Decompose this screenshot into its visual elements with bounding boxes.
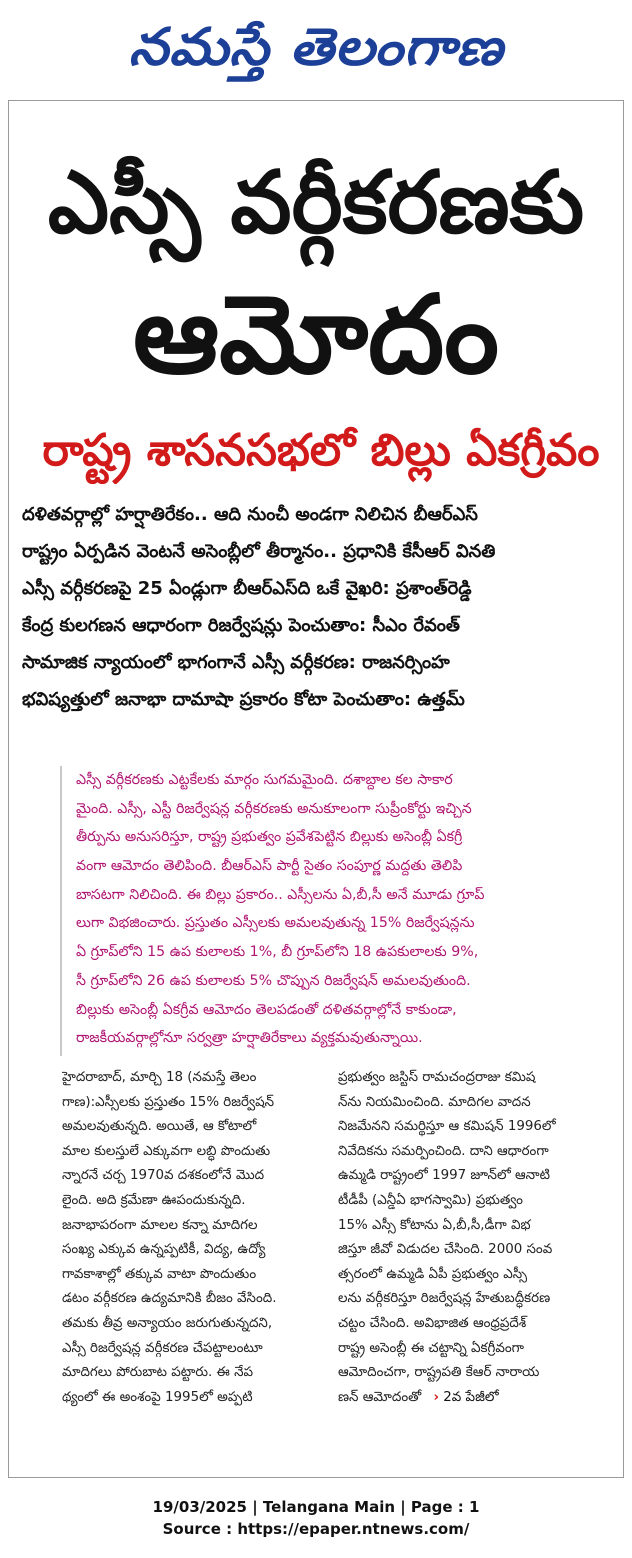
summary-line: ఏ గ్రూప్‌లోని 15 ఉప కులాలకు 1%, బీ గ్రూప్‌లోని 18 ఉపకులాలకు 9%,	[76, 944, 479, 961]
highlight-bullet: సామాజిక న్యాయంలో భాగంగానే ఎస్సీ వర్గీకరణ: రాజనర్సింహ	[22, 652, 450, 673]
body-line-last: ణన్ ఆమోదంతో	[338, 1389, 422, 1405]
body-line: తమకు తీవ్ర అన్యాయం జరుగుతున్నదని,	[62, 1315, 273, 1331]
body-line: 15% ఎస్సీ కోటాను ఏ,బీ,సీ,డీగా విభ	[338, 1217, 531, 1233]
newspaper-masthead	[0, 8, 632, 90]
continue-arrow-icon: ›	[433, 1389, 439, 1405]
summary-line: ఎస్సీ వర్గీకరణకు ఎట్టకేలకు మార్గం సుగమమైంది. దశాబ్దాల కల సాకార	[76, 772, 453, 788]
masthead-title: నమస్తే తెలంగాణ	[128, 16, 504, 78]
body-line: డటం వర్గీకరణ ఉద్యమానికి బీజం వేసింది.	[62, 1291, 277, 1307]
summary-line: బాసటగా నిలిచింది. ఈ బిల్లు ప్రకారం.. ఎస్సీలను ఏ,బీ,సీ అనే మూడు గ్రూప్	[76, 886, 485, 903]
article-summary	[60, 766, 616, 1056]
footer-source-link[interactable]: Source : https://epaper.ntnews.com/	[162, 1520, 470, 1538]
highlight-bullet: రాష్ట్రం ఏర్పడిన వెంటనే అసెంబ్లీలో తీర్మానం.. ప్రధానికి కేసీఆర్ వినతి	[22, 541, 496, 562]
body-line: జిస్తూ జీవో విడుదల చేసింది. 2000 సంవ	[338, 1242, 553, 1258]
body-column-left	[62, 1066, 334, 1466]
highlight-bullets	[22, 496, 626, 718]
body-column-right	[338, 1066, 620, 1466]
body-line: ఎస్సీ రిజర్వేషన్ల వర్గీకరణ చేపట్టాలంటూ	[62, 1340, 263, 1356]
body-line: ప్రభుత్వం జస్టిస్ రామచంద్రరాజు కమిష	[338, 1070, 536, 1085]
summary-line: లుగా విభజించారు. ప్రస్తుతం ఎస్సీలకు అమలవుతున్న 15% రిజర్వేషన్లను	[76, 915, 475, 932]
body-line: థ్యంలో ఈ అంశంపై 1995లో అప్పటి	[62, 1389, 253, 1405]
body-line: లను వర్గీకరిస్తూ రిజర్వేషన్ల హేతుబద్ధీకరణ	[338, 1291, 551, 1307]
body-line: నివేదికను సమర్పించింది. దాని ఆధారంగా	[338, 1143, 549, 1159]
body-line: నిజమేనని సమర్థిస్తూ ఆ కమిషన్ 1996లో	[338, 1119, 556, 1135]
continued-on-page-link[interactable]: 2వ పేజీలో	[443, 1389, 499, 1405]
highlight-bullet: దళితవర్గాల్లో హర్షాతిరేకం.. ఆది నుంచీ అండగా నిలిచిన బీఆర్ఎస్	[22, 504, 478, 525]
body-line: త్సరంలో ఉమ్మడి ఏపీ ప్రభుత్వం ఎస్సీ	[338, 1266, 527, 1282]
body-line: సంఖ్య ఎక్కువ ఉన్నప్పటికీ, విద్య, ఉద్యో	[62, 1242, 266, 1258]
body-line: మాదిగలు పోరుబాట పట్టారు. ఈ నేప	[62, 1365, 253, 1381]
body-line: టీడీపీ (ఎన్డీఏ భాగస్వామి) ప్రభుత్వం	[338, 1192, 523, 1208]
headline-line-1: ఎస్సీ వర్గీకరణకు	[47, 153, 585, 253]
summary-line: సీ గ్రూప్‌లోని 26 ఉప కులాలకు 5% చొప్పున రిజర్వేషన్ అమలవుతుంది.	[76, 972, 471, 989]
summary-line: బిల్లుకు అసెంబ్లీ ఏకగ్రీవ ఆమోదం తెలపడంతో దళితవర్గాల్లోనే కాకుండా,	[76, 1001, 457, 1018]
summary-line: రాజకీయవర్గాల్లోనూ సర్వత్రా హర్షాతిరేకాలు వ్యక్తమవుతున్నాయి.	[76, 1030, 423, 1047]
body-line: హైదరాబాద్, మార్చి 18 (నమస్తే తెలం	[62, 1070, 257, 1085]
summary-line: తీర్పును అనుసరిస్తూ, రాష్ట్ర ప్రభుత్వం ప్రవేశపెట్టిన బిల్లుకు అసెంబ్లీ ఏకగ్రీ	[76, 829, 463, 846]
body-line: రాష్ట్ర అసెంబ్లీ ఈ చట్టాన్ని ఏకగ్రీవంగా	[338, 1340, 524, 1356]
body-line: గావకాశాల్లో తక్కువ వాటా పొందుతుం	[62, 1266, 257, 1282]
body-line: మాల కులస్తులే ఎక్కువగా లబ్ధి పొందుతు	[62, 1143, 271, 1159]
highlight-bullet: ఎస్సీ వర్గీకరణపై 25 ఏండ్లుగా బీఆర్ఎస్‌ది ఒకే వైఖరి: ప్రశాంత్‌రెడ్డి	[22, 578, 472, 599]
continuation-line	[338, 1386, 620, 1411]
summary-line: వంగా ఆమోదం తెలిపింది. బీఆర్ఎస్ పార్టీ సైతం సంపూర్ణ మద్దతు తెలిపి	[76, 858, 463, 875]
body-line: న్‌ను నియమించింది. మాదిగల వాదన	[338, 1094, 531, 1110]
body-line: న్నారనే చర్చ 1970వ దశకంలోనే మొద	[62, 1168, 265, 1184]
summary-line: మైంది. ఎస్సీ, ఎస్టీ రిజర్వేషన్ల వర్గీకరణకు అనుకూలంగా సుప్రీంకోర్టు ఇచ్చిన	[76, 800, 472, 817]
subheadline: రాష్ట్ర శాసనసభలో బిల్లు ఏకగ్రీవం	[42, 425, 600, 476]
body-line: అమలవుతున్నది. అయితే, ఆ కోటాలో	[62, 1119, 257, 1135]
highlight-bullet: కేంద్ర కులగణన ఆధారంగా రిజర్వేషన్లు పెంచుతాం: సీఎం రేవంత్	[22, 615, 460, 636]
body-line: గాణ):ఎస్సీలకు ప్రస్తుతం 15% రిజర్వేషన్	[62, 1094, 275, 1110]
body-line: చట్టం చేసింది. అవిభాజిత ఆంధ్రప్రదేశ్	[338, 1315, 527, 1331]
body-line: జనాభాపరంగా మాలల కన్నా మాదిగల	[62, 1217, 258, 1233]
headline-line-2: ఆమోదం	[132, 273, 500, 398]
body-line: ఆమోదించగా, రాష్ట్రపతి కేఆర్ నారాయ	[338, 1365, 540, 1381]
body-line: లైంది. అది క్రమేణా ఊపందుకున్నది.	[62, 1192, 246, 1208]
highlight-bullet: భవిష్యత్తులో జనాభా దామాషా ప్రకారం కోటా పెంచుతాం: ఉత్తమ్	[22, 689, 465, 710]
body-line: ఉమ్మడి రాష్ట్రంలో 1997 జూన్‌లో ఆనాటి	[338, 1168, 550, 1184]
footer-edition-info: 19/03/2025 | Telangana Main | Page : 1	[152, 1498, 480, 1516]
